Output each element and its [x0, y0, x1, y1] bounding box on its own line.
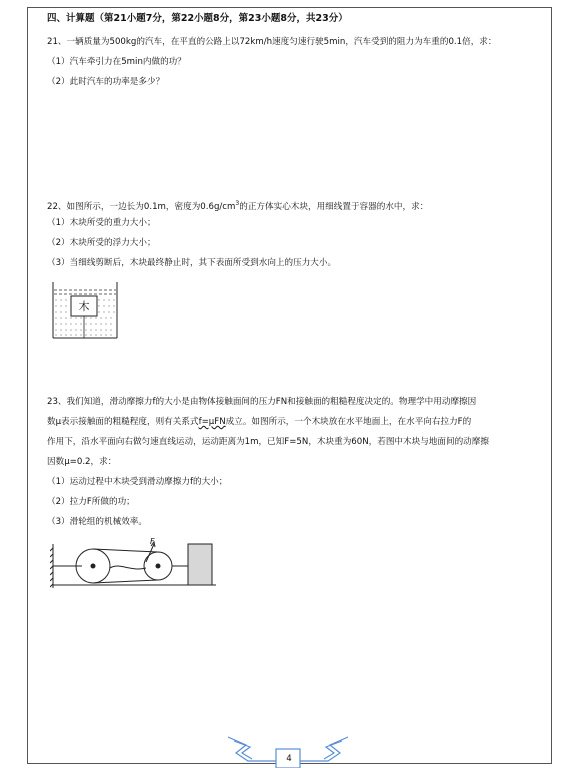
q22-part-1: （1）木块所受的重力大小； — [47, 218, 156, 228]
wood-block-label: 木 — [78, 300, 90, 313]
q22-part-3: （3）当细线剪断后，木块最终静止时，其下表面所受到水向上的压力大小。 — [47, 258, 337, 268]
q23-line-3: 作用下，沿水平面向右做匀速直线运动，运动距离为1m，已知F=5N，木块重为60N，若图中木块与地面间的动摩擦 — [47, 437, 489, 447]
q23-line-2 — [47, 416, 471, 428]
q22-stem-end: 的正方体实心木块，用细线置于容器的水中，求： — [239, 201, 429, 212]
q21-part-1: （1）汽车牵引力在5min内做的功？ — [47, 57, 186, 67]
q23-line-1: 23、我们知道，滑动摩擦力f的大小是由物体接触面间的压力FN和接触面的粗糙程度决定的。物理学中用动摩擦因 — [47, 397, 477, 407]
q21-part-2: （2）此时汽车的功率是多少？ — [47, 77, 165, 87]
container-figure — [50, 280, 120, 342]
force-label: F — [150, 538, 155, 546]
q22-stem — [47, 198, 428, 213]
pulley-figure — [50, 538, 216, 590]
q23-line-2-end: 成立。如图所示，一个木块放在水平地面上，在水平向右拉力F的 — [225, 417, 472, 427]
q23-line-4: 因数μ=0.2，求： — [47, 457, 117, 467]
q22-stem-exponent: 3 — [235, 200, 240, 207]
q23-part-2: （2）拉力F所做的功； — [47, 497, 135, 507]
page-number: 4 — [286, 754, 292, 764]
wood-block-23 — [188, 544, 212, 585]
q23-part-1: （1）运动过程中木块受到滑动摩擦力f的大小； — [47, 477, 228, 487]
page-border — [27, 7, 552, 764]
q23-formula: f=μFN — [198, 417, 226, 427]
q23-line-2-start: 数μ表示接触面的粗糙程度，则有关系式 — [47, 417, 199, 427]
section-title: 四、计算题（第21小题7分，第22小题8分，第23小题8分，共23分） — [47, 13, 348, 24]
q23-part-3: （3）滑轮组的机械效率。 — [47, 517, 147, 527]
q21-stem: 21、一辆质量为500kg的汽车，在平直的公路上以72km/h速度匀速行驶5min，汽车受到的阻力为车重的0.1倍，求： — [47, 37, 497, 47]
water-surface — [54, 290, 116, 294]
q22-part-2: （2）木块所受的浮力大小； — [47, 238, 156, 248]
q22-stem-start: 22、如图所示，一边长为0.1m，密度为0.6g/cm — [47, 201, 236, 212]
